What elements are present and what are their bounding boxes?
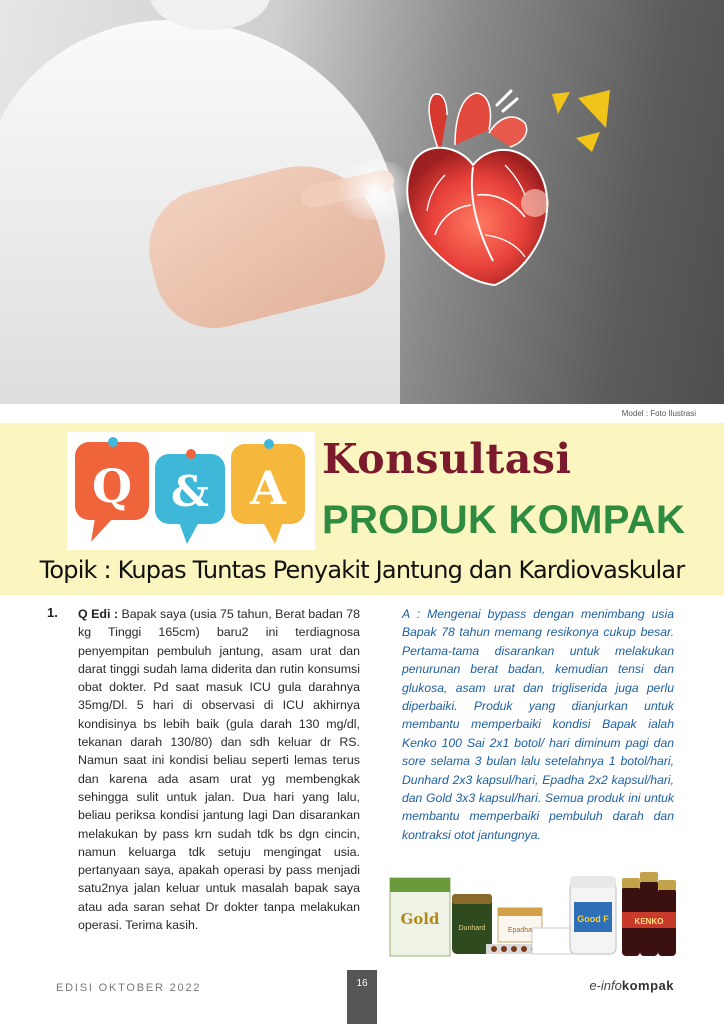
product-kenko-label: KENKO	[634, 917, 664, 926]
product-dunhard-label: Dunhard	[458, 925, 486, 932]
topic-heading: Topik : Kupas Tuntas Penyakit Jantung dan Kardiovaskular	[39, 556, 685, 584]
answer-column	[402, 605, 674, 844]
qa-letter-q: Q	[91, 459, 133, 513]
brand-logo	[589, 978, 674, 993]
answer-text: A : Mengenai bypass dengan menimbang usia Bapak 78 tahun memang resikonya cukup besar. Pertama-tama disarankan untuk melakukan penurunan berat badan, kemudian tensi dan glukosa, asam urat dan trigliserida juga perlu diperbaiki. Produk yang dianjurkan untuk membantu memperbaiki kondisi Bapak ialah Kenko 100 Sai 2x1 botol/ hari diminum pagi dan sore selama 3 bulan lalu setelahnya 1 botol/hari, Dunhard 2x3 kapsul/hari, Epadha 2x2 kapsul/hari, dan Gold 3x3 kapsul/hari. Semua produk ini untuk membantu memperbaiki pembuluh darah dan kontraksi otot jantungnya.	[402, 607, 674, 842]
question-body: Bapak saya (usia 75 tahun, Berat badan 78 kg Tinggi 165cm) baru2 ini terdiagnosa penyempitan pembuluh jantung, asam urat dan darat tinggi sudah lama diderita dan rutin konsumsi obat dokter. Pd saat masuk ICU gula darahnya 35mg/Dl. 5 hari di observasi di ICU akhirnya kondisinya bs lebih baik (gula darah 130 mg/dl, tekanan darah 130/80) dan sdh keluar dr RS. Namun saat ini kondisi beliau seperti lemas terus dan karena ada asam urat yg membengkak sehingga sulit untuk jalan. Dua hari yang lalu, beliau periksa kondisi jantung lagi Dan disarankan melakukan by pass krn sudah tdk bs dgn cincin, namun keluarga tdk setuju mengingat usia. pertanyaan saya, apakah operasi by pass menjadi satu2nya jalan keluar untuk masalah bapak saya atau ada saran sehat Dr dokter tanpa melakukan operasi. Terima kasih.	[78, 607, 360, 933]
product-gold-label: Gold	[400, 910, 440, 928]
qa-letter-and: &	[171, 467, 209, 516]
brand-name: kompak	[621, 978, 674, 993]
product-photo	[386, 868, 686, 960]
heart-illustration	[385, 85, 565, 295]
qa-logo	[67, 432, 315, 550]
question-text	[78, 605, 360, 934]
question-number: 1.	[47, 605, 58, 620]
decorative-triangles	[548, 88, 618, 158]
page-number: 16	[356, 978, 368, 989]
photo-caption: Model : Foto Ilustrasi	[621, 409, 696, 418]
page-title: Konsultasi	[322, 435, 572, 483]
hero-photo	[0, 0, 724, 404]
question-asker: Q Edi :	[78, 607, 118, 621]
brand-prefix: e-info	[589, 978, 622, 993]
product-goodf-label: Good F	[577, 914, 609, 924]
edition-label: EDISI OKTOBER 2022	[56, 982, 202, 994]
product-epadha-label: Epadha	[507, 927, 533, 934]
page-subtitle: PRODUK KOMPAK	[322, 498, 686, 542]
qa-letter-a: A	[250, 461, 286, 515]
question-column	[47, 605, 360, 934]
